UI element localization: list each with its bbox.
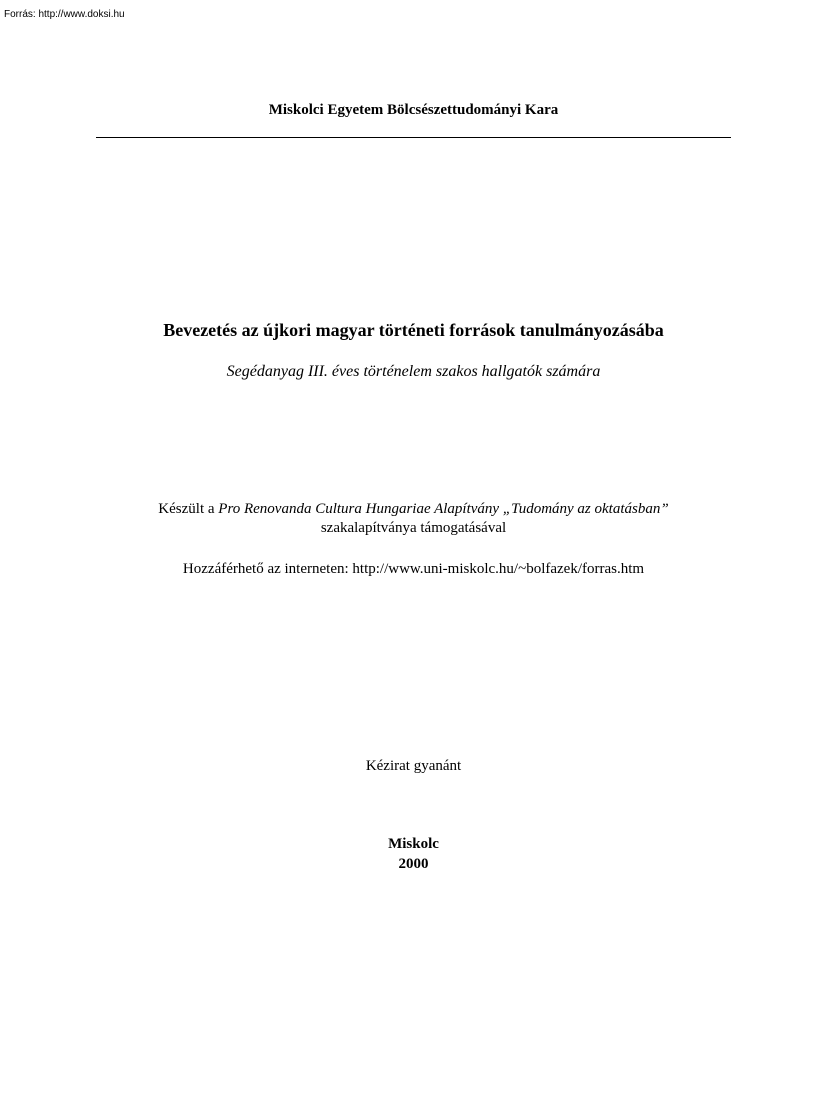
foundation-name: Pro Renovanda Cultura Hungariae Alapítvány „Tudomány az oktatásban” [218,501,669,517]
support-statement [0,500,827,538]
availability-url-line: Hozzáférhető az interneten: http://www.uni-miskolc.hu/~bolfazek/forras.htm [182,561,645,577]
source-note: Forrás: http://www.doksi.hu [4,9,125,20]
faculty-heading: Miskolci Egyetem Bölcsészettudományi Kara [268,102,559,118]
imprint-place: Miskolc [388,836,439,852]
support-line-1 [0,500,827,519]
support-prefix: Készült a [158,501,219,517]
manuscript-note: Kézirat gyanánt [365,758,462,774]
document-subtitle: Segédanyag III. éves történelem szakos hallgatók számára [226,363,601,380]
header-divider [96,137,731,138]
document-title: Bevezetés az újkori magyar történeti források tanulmányozásába [163,320,664,340]
support-suffix: szakalapítványa támogatásával [320,520,507,536]
imprint-year: 2000 [398,856,429,872]
